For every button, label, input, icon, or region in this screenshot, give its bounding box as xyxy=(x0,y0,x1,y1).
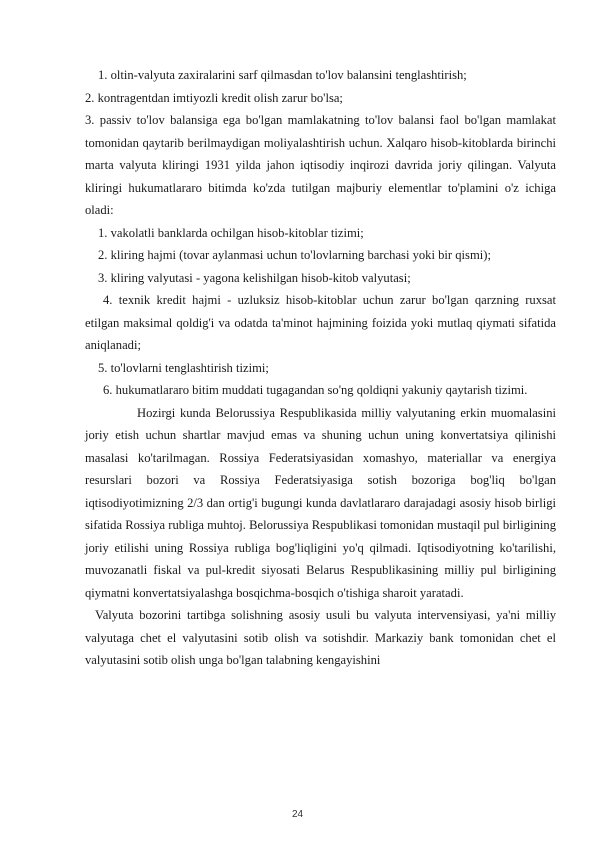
paragraph-9: 6. hukumatlararo bitim muddati tugagandan so'ng qoldiqni yakuniy qaytarish tizimi. xyxy=(103,383,528,397)
paragraph-11: Valyuta bozorini tartibga solishning asosiy usuli bu valyuta intervensiyasi, ya'ni milliy valyutaga chet el valyutasini sotib olish va sotishdir. Markaziy bank tomonidan chet el valyutasini sotib olish unga bo'lgan talabning kengayishini xyxy=(85,608,556,667)
paragraph-8: 5. to'lovlarni tenglashtirish tizimi; xyxy=(98,360,269,375)
paragraph-6: 3. kliring valyutasi - yagona kelishilgan hisob-kitob valyutasi; xyxy=(98,270,411,285)
paragraph-3: 3. passiv to'lov balansiga ega bo'lgan mamlakatning to'lov balansi faol bo'lgan mamlakat tomonidan qaytarib berilmaydigan moliyalashtirish uchun. Xalqaro hisob-kitoblarda birinchi marta valyuta kliringi 1931 yilda jahon iqtisodiy inqirozi davrida joriy qilingan. Valyuta kliringi hukumatlararo bitimda ko'zda tutilgan majburiy elementlar to'plamini o'z ichiga oladi: xyxy=(85,113,556,217)
paragraph-1: 1. oltin-valyuta zaxiralarini sarf qilmasdan to'lov balansini tenglashtirish; xyxy=(98,68,467,82)
paragraph-10: Hozirgi kunda Belorussiya Respublikasida milliy valyutaning erkin muomalasini joriy etish uchun shartlar mavjud emas va shuning uchun uning konvertatsiya qilinishi masalasi ko'tarilmagan. Rossiya Federatsiyasidan xomashyo, materiallar va energiya resurslari bozori va Rossiya Federatsiyasiga sotish bozoriga bog'liq bo'lgan iqtisodiyotimizning 2/3 dan ortig'i bugungi kunda davlatlararo darajadagi asosiy hisob birligi sifatida Rossiya rubliga muhtoj. Belorussiya Respublikasi tomonidan mustaqil pul birligining joriy etilishi uning Rossiya rubliga bog'liqligini yo'q qilmadi. Iqtisodiyotning ko'tarilishi, muvozanatli fiskal va pul-kredit siyosati Belarus Respublikasining milliy pul birligining qiymatni konvertatsiyalashga bosqichma-bosqich o'tishiga sharoit yaratadi. xyxy=(85,405,556,600)
page-number: 24 xyxy=(291,809,304,820)
paragraph-4: 1. vakolatli banklarda ochilgan hisob-kitoblar tizimi; xyxy=(98,225,364,240)
paragraph-5: 2. kliring hajmi (tovar aylanmasi uchun to'lovlarning barchasi yoki bir qismi); xyxy=(98,248,491,262)
paragraph-2: 2. kontragentdan imtiyozli kredit olish zarur bo'lsa; xyxy=(85,90,343,105)
document-body xyxy=(85,64,556,672)
paragraph-7: 4. texnik kredit hajmi - uzluksiz hisob-kitoblar uchun zarur bo'lgan qarzning ruxsat etilgan maksimal qoldig'i va odatda ta'minot hajmining foizida yoki mutlaq qiymati sifatida aniqlanadi; xyxy=(85,293,556,352)
